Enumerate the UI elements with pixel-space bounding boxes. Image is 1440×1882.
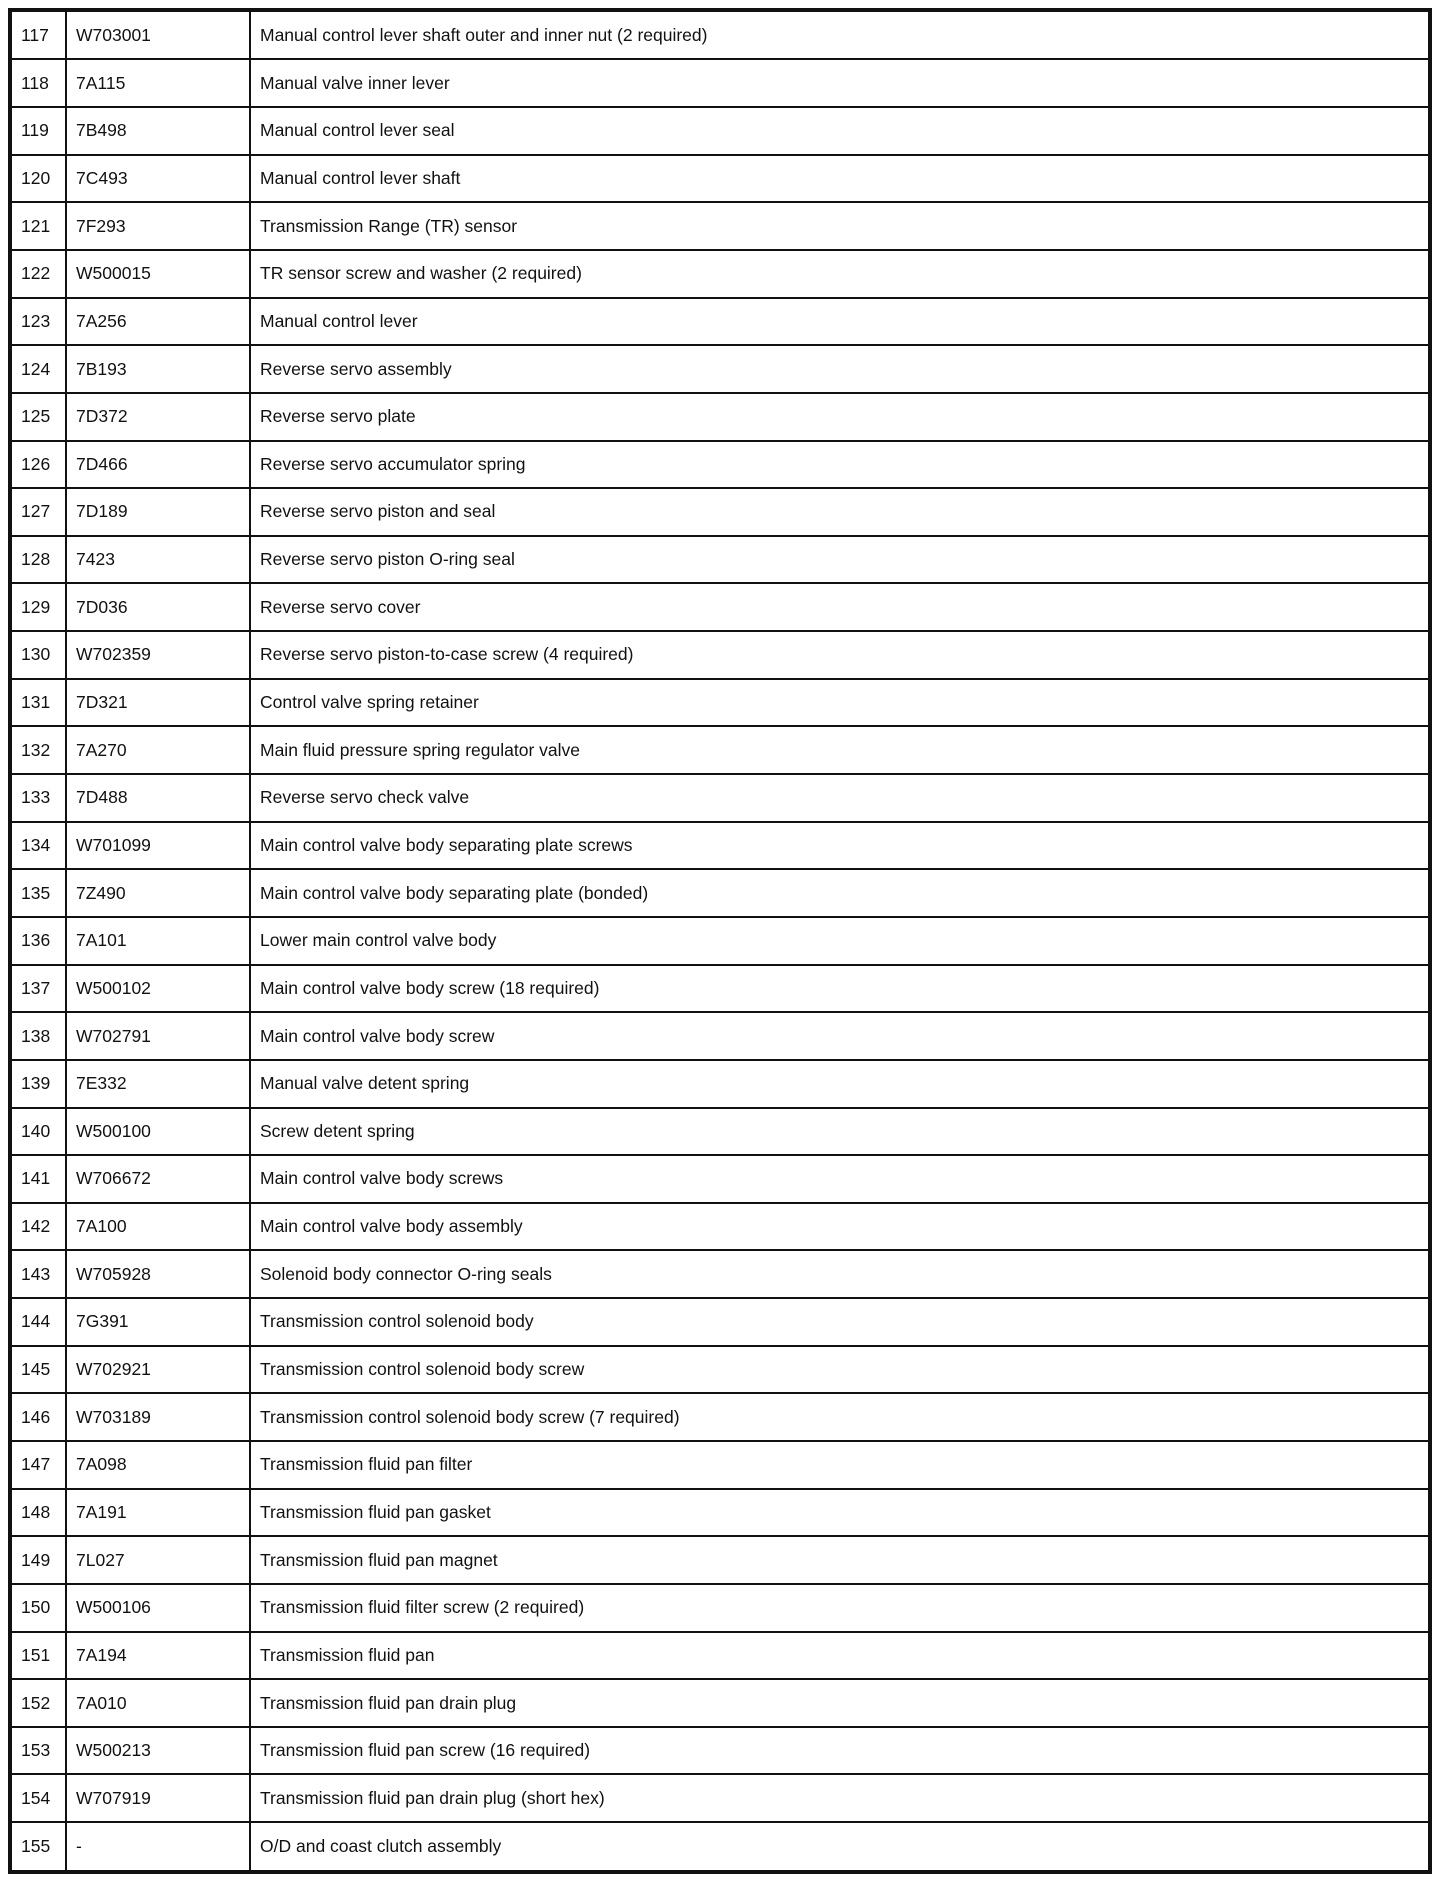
item-number-cell: 151 [10, 1632, 66, 1680]
part-number-cell: 7A010 [66, 1679, 250, 1727]
item-number-cell: 121 [10, 202, 66, 250]
description-cell: Transmission control solenoid body screw (7 required) [250, 1393, 1430, 1441]
description-cell: Transmission fluid filter screw (2 required) [250, 1584, 1430, 1632]
description-cell: Reverse servo accumulator spring [250, 441, 1430, 489]
part-number-cell: W702921 [66, 1346, 250, 1394]
description-cell: Main control valve body screws [250, 1155, 1430, 1203]
item-number-cell: 141 [10, 1155, 66, 1203]
item-number-cell: 127 [10, 488, 66, 536]
description-cell: Main fluid pressure spring regulator valve [250, 726, 1430, 774]
description-cell: Reverse servo plate [250, 393, 1430, 441]
part-number-cell: 7L027 [66, 1536, 250, 1584]
table-row [10, 59, 1430, 107]
table-row [10, 107, 1430, 155]
table-row [10, 1060, 1430, 1108]
table-row [10, 583, 1430, 631]
item-number-cell: 140 [10, 1108, 66, 1156]
part-number-cell: 7A191 [66, 1489, 250, 1537]
item-number-cell: 118 [10, 59, 66, 107]
table-row [10, 1012, 1430, 1060]
part-number-cell: W703189 [66, 1393, 250, 1441]
table-row [10, 1108, 1430, 1156]
table-row [10, 1536, 1430, 1584]
part-number-cell: 7A101 [66, 917, 250, 965]
description-cell: Reverse servo piston-to-case screw (4 required) [250, 631, 1430, 679]
table-row [10, 1298, 1430, 1346]
table-row [10, 536, 1430, 584]
description-cell: Reverse servo cover [250, 583, 1430, 631]
part-number-cell: 7D189 [66, 488, 250, 536]
description-cell: Screw detent spring [250, 1108, 1430, 1156]
item-number-cell: 125 [10, 393, 66, 441]
table-row [10, 1679, 1430, 1727]
part-number-cell: W702791 [66, 1012, 250, 1060]
item-number-cell: 122 [10, 250, 66, 298]
table-row [10, 1203, 1430, 1251]
table-row [10, 1393, 1430, 1441]
part-number-cell: 7A194 [66, 1632, 250, 1680]
part-number-cell: W702359 [66, 631, 250, 679]
part-number-cell: 7A100 [66, 1203, 250, 1251]
part-number-cell: 7F293 [66, 202, 250, 250]
description-cell: Manual control lever seal [250, 107, 1430, 155]
item-number-cell: 120 [10, 155, 66, 203]
description-cell: Manual control lever shaft outer and inner nut (2 required) [250, 10, 1430, 59]
table-row [10, 155, 1430, 203]
description-cell: Lower main control valve body [250, 917, 1430, 965]
item-number-cell: 117 [10, 10, 66, 59]
part-number-cell: 7A098 [66, 1441, 250, 1489]
item-number-cell: 143 [10, 1250, 66, 1298]
item-number-cell: 119 [10, 107, 66, 155]
description-cell: TR sensor screw and washer (2 required) [250, 250, 1430, 298]
item-number-cell: 135 [10, 869, 66, 917]
table-row [10, 917, 1430, 965]
item-number-cell: 133 [10, 774, 66, 822]
part-number-cell: 7D036 [66, 583, 250, 631]
item-number-cell: 142 [10, 1203, 66, 1251]
description-cell: Transmission control solenoid body screw [250, 1346, 1430, 1394]
item-number-cell: 153 [10, 1727, 66, 1775]
table-row [10, 202, 1430, 250]
description-cell: Transmission fluid pan drain plug (short hex) [250, 1774, 1430, 1822]
item-number-cell: 150 [10, 1584, 66, 1632]
item-number-cell: 139 [10, 1060, 66, 1108]
table-row [10, 1727, 1430, 1775]
table-row [10, 631, 1430, 679]
table-row [10, 1441, 1430, 1489]
description-cell: Transmission fluid pan gasket [250, 1489, 1430, 1537]
item-number-cell: 138 [10, 1012, 66, 1060]
description-cell: Main control valve body screw (18 required) [250, 965, 1430, 1013]
table-row [10, 345, 1430, 393]
description-cell: Solenoid body connector O-ring seals [250, 1250, 1430, 1298]
item-number-cell: 131 [10, 679, 66, 727]
part-number-cell: 7G391 [66, 1298, 250, 1346]
description-cell: Transmission Range (TR) sensor [250, 202, 1430, 250]
part-number-cell: 7A115 [66, 59, 250, 107]
table-row [10, 250, 1430, 298]
table-row [10, 869, 1430, 917]
table-row [10, 1155, 1430, 1203]
description-cell: Transmission control solenoid body [250, 1298, 1430, 1346]
part-number-cell: W500213 [66, 1727, 250, 1775]
table-row [10, 488, 1430, 536]
description-cell: Manual control lever shaft [250, 155, 1430, 203]
item-number-cell: 137 [10, 965, 66, 1013]
table-row [10, 298, 1430, 346]
part-number-cell: 7423 [66, 536, 250, 584]
part-number-cell: - [66, 1822, 250, 1872]
part-number-cell: W500102 [66, 965, 250, 1013]
item-number-cell: 144 [10, 1298, 66, 1346]
part-number-cell: 7B193 [66, 345, 250, 393]
table-row [10, 1632, 1430, 1680]
item-number-cell: 152 [10, 1679, 66, 1727]
table-row [10, 441, 1430, 489]
description-cell: Transmission fluid pan filter [250, 1441, 1430, 1489]
parts-list-table [8, 8, 1432, 1874]
part-number-cell: W707919 [66, 1774, 250, 1822]
table-row [10, 1822, 1430, 1872]
item-number-cell: 124 [10, 345, 66, 393]
item-number-cell: 155 [10, 1822, 66, 1872]
part-number-cell: 7D488 [66, 774, 250, 822]
table-row [10, 822, 1430, 870]
part-number-cell: W500100 [66, 1108, 250, 1156]
part-number-cell: W500015 [66, 250, 250, 298]
description-cell: Reverse servo piston and seal [250, 488, 1430, 536]
description-cell: Transmission fluid pan [250, 1632, 1430, 1680]
description-cell: Control valve spring retainer [250, 679, 1430, 727]
part-number-cell: W705928 [66, 1250, 250, 1298]
item-number-cell: 146 [10, 1393, 66, 1441]
part-number-cell: W706672 [66, 1155, 250, 1203]
table-row [10, 679, 1430, 727]
part-number-cell: W703001 [66, 10, 250, 59]
description-cell: Reverse servo assembly [250, 345, 1430, 393]
part-number-cell: 7D466 [66, 441, 250, 489]
description-cell: Main control valve body separating plate screws [250, 822, 1430, 870]
item-number-cell: 123 [10, 298, 66, 346]
table-row [10, 774, 1430, 822]
part-number-cell: W500106 [66, 1584, 250, 1632]
description-cell: Reverse servo check valve [250, 774, 1430, 822]
item-number-cell: 154 [10, 1774, 66, 1822]
part-number-cell: 7B498 [66, 107, 250, 155]
description-cell: Reverse servo piston O-ring seal [250, 536, 1430, 584]
table-row [10, 1346, 1430, 1394]
description-cell: Transmission fluid pan screw (16 required) [250, 1727, 1430, 1775]
parts-table-body [10, 10, 1430, 1872]
item-number-cell: 145 [10, 1346, 66, 1394]
item-number-cell: 126 [10, 441, 66, 489]
item-number-cell: 129 [10, 583, 66, 631]
item-number-cell: 136 [10, 917, 66, 965]
table-row [10, 393, 1430, 441]
part-number-cell: 7C493 [66, 155, 250, 203]
description-cell: Manual valve detent spring [250, 1060, 1430, 1108]
description-cell: Main control valve body separating plate (bonded) [250, 869, 1430, 917]
table-row [10, 1774, 1430, 1822]
description-cell: Main control valve body assembly [250, 1203, 1430, 1251]
part-number-cell: 7D372 [66, 393, 250, 441]
item-number-cell: 147 [10, 1441, 66, 1489]
table-row [10, 1584, 1430, 1632]
item-number-cell: 134 [10, 822, 66, 870]
table-row [10, 1250, 1430, 1298]
description-cell: O/D and coast clutch assembly [250, 1822, 1430, 1872]
table-row [10, 10, 1430, 59]
part-number-cell: 7A256 [66, 298, 250, 346]
table-row [10, 726, 1430, 774]
part-number-cell: 7Z490 [66, 869, 250, 917]
description-cell: Main control valve body screw [250, 1012, 1430, 1060]
item-number-cell: 132 [10, 726, 66, 774]
item-number-cell: 128 [10, 536, 66, 584]
part-number-cell: 7A270 [66, 726, 250, 774]
part-number-cell: W701099 [66, 822, 250, 870]
description-cell: Transmission fluid pan drain plug [250, 1679, 1430, 1727]
description-cell: Manual valve inner lever [250, 59, 1430, 107]
part-number-cell: 7E332 [66, 1060, 250, 1108]
item-number-cell: 148 [10, 1489, 66, 1537]
part-number-cell: 7D321 [66, 679, 250, 727]
description-cell: Transmission fluid pan magnet [250, 1536, 1430, 1584]
item-number-cell: 130 [10, 631, 66, 679]
table-row [10, 965, 1430, 1013]
description-cell: Manual control lever [250, 298, 1430, 346]
item-number-cell: 149 [10, 1536, 66, 1584]
table-row [10, 1489, 1430, 1537]
